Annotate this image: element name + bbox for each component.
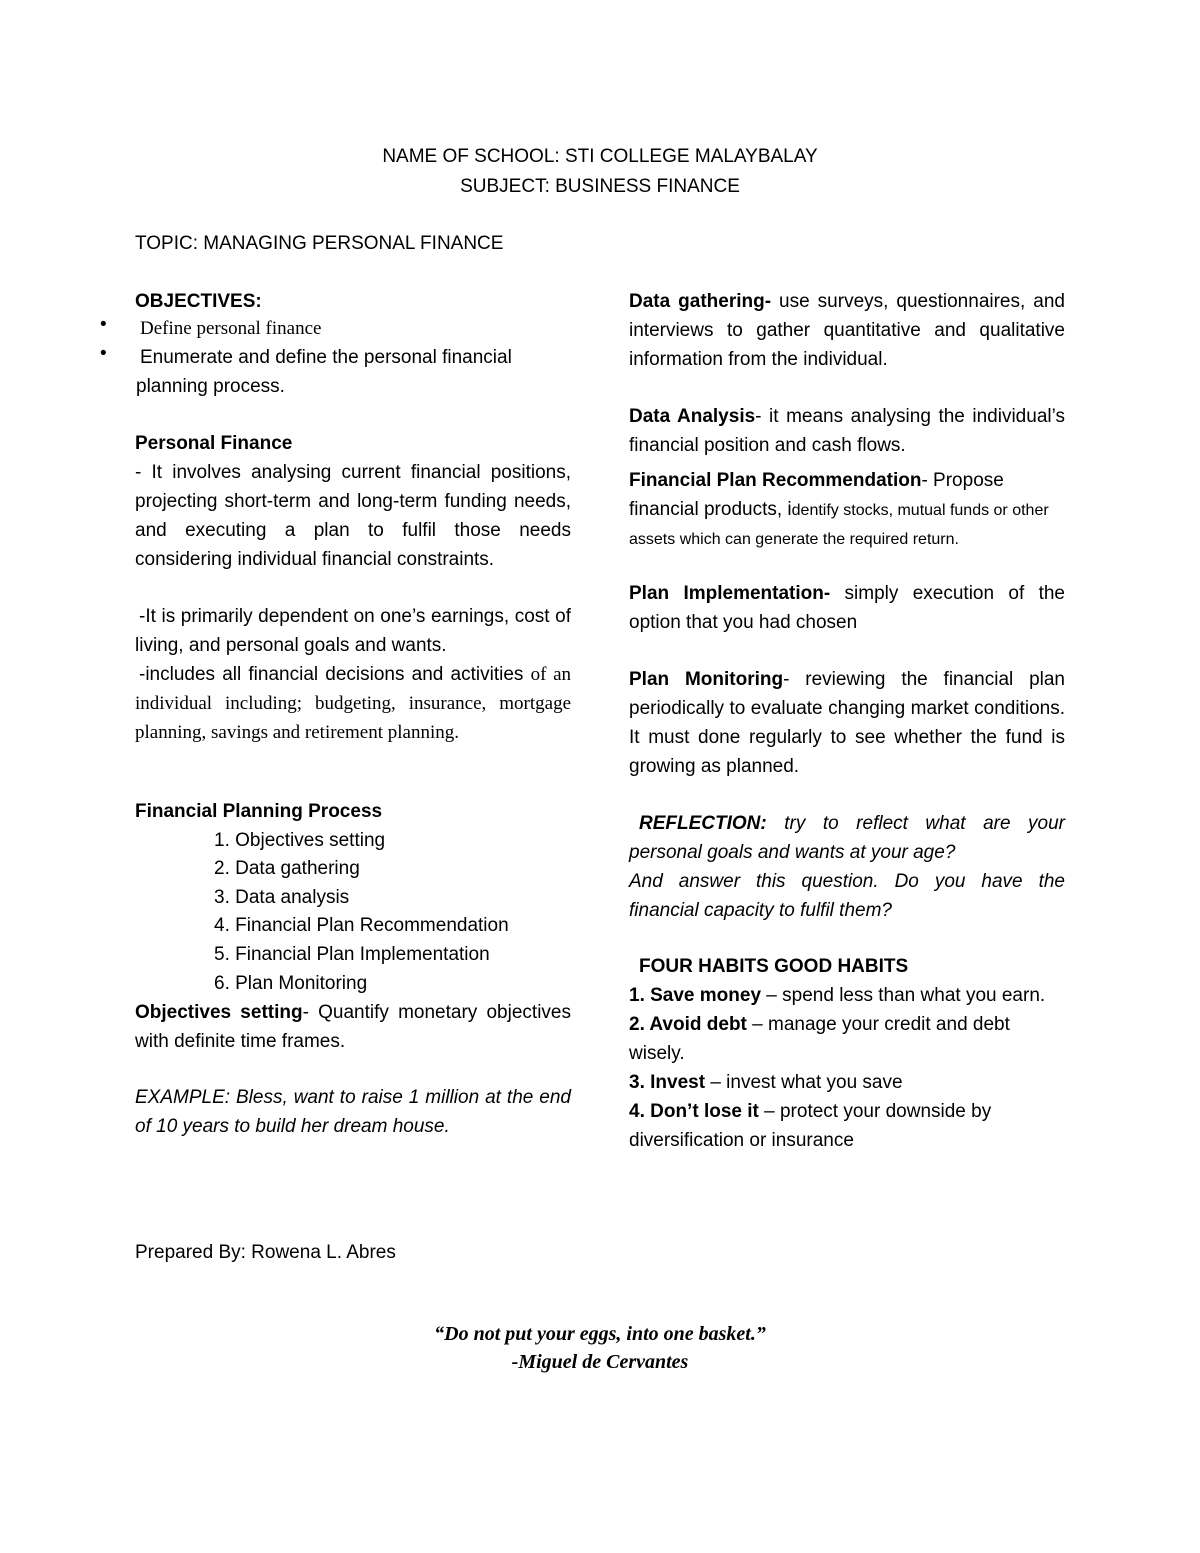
school-name: NAME OF SCHOOL: STI COLLEGE MALAYBALAY xyxy=(382,146,818,167)
example-text: EXAMPLE: Bless, want to raise 1 million at the end of 10 years to build her dream house. xyxy=(135,1087,571,1137)
plan-implementation-definition xyxy=(629,579,1065,637)
reflection-text-1: try to reflect what are your personal goals and wants at your age? xyxy=(629,813,1065,863)
fpp-step: 1. Objectives setting xyxy=(214,830,386,851)
habit-term: 4. Don’t lose it xyxy=(629,1101,759,1122)
data-gathering-term: Data gathering- xyxy=(629,291,772,312)
bullet-icon: • xyxy=(100,314,107,335)
fpr-text-b: dentify stocks, mutual funds or other assets which can generate the required return. xyxy=(629,502,1049,548)
plan-monitoring-term: Plan Monitoring xyxy=(629,669,784,690)
personal-finance-heading: Personal Finance xyxy=(135,433,293,454)
quote-author: -Miguel de Cervantes xyxy=(511,1351,689,1373)
pf-paragraph-2: -It is primarily dependent on one’s earnings, cost of living, and personal goals and wants. xyxy=(135,606,571,656)
quote-text: “Do not put your eggs, into one basket.” xyxy=(434,1323,766,1345)
data-analysis-definition xyxy=(629,402,1065,460)
data-analysis-text: - it means analysing the individual’s financial position and cash flows. xyxy=(629,406,1065,456)
objectives-setting-term: Objectives setting xyxy=(135,1002,303,1023)
habits-list xyxy=(629,981,1065,1155)
fpp-step: 5. Financial Plan Implementation xyxy=(214,944,490,965)
habit-text: – manage your credit and debt wisely. xyxy=(629,1014,1010,1064)
fpp-step: 4. Financial Plan Recommendation xyxy=(214,915,509,936)
habit-text: – protect your downside by diversification or insurance xyxy=(629,1101,992,1151)
fpr-text-a: - Propose financial products, i xyxy=(629,470,1004,520)
data-analysis-term: Data Analysis xyxy=(629,406,756,427)
bullet-icon: • xyxy=(100,343,107,364)
prepared-by: Prepared By: Rowena L. Abres xyxy=(135,1242,396,1263)
data-gathering-definition xyxy=(629,287,1065,374)
fpp-heading: Financial Planning Process xyxy=(135,801,383,822)
reflection-block xyxy=(629,809,1065,925)
habit-text: – invest what you save xyxy=(705,1072,903,1093)
pf-paragraph-3 xyxy=(135,660,571,747)
habit-term: 3. Invest xyxy=(629,1072,706,1093)
objectives-setting-text: - Quantify monetary objectives with definite time frames. xyxy=(135,1002,571,1052)
objectives-setting-definition xyxy=(135,998,571,1056)
pf-paragraph-1: - It involves analysing current financial positions, projecting short-term and long-term funding needs, and executing a plan to fulfil those needs considering individual financial constraints. xyxy=(135,462,571,570)
objectives-heading: OBJECTIVES: xyxy=(135,291,262,312)
objective-item: Enumerate and define the personal financial planning process. xyxy=(136,347,512,397)
habit-item xyxy=(629,1068,1065,1097)
pf-paragraph-3-lead: -includes all financial decisions and activities xyxy=(139,664,524,685)
topic-title: TOPIC: MANAGING PERSONAL FINANCE xyxy=(135,233,504,254)
plan-monitoring-text: - reviewing the financial plan periodically to evaluate changing market conditions. It must done regularly to see whether the fund is growing as planned. xyxy=(629,669,1066,777)
fpr-definition xyxy=(629,466,1065,553)
fpr-term: Financial Plan Recommendation xyxy=(629,470,922,491)
habit-item xyxy=(629,981,1065,1010)
plan-implementation-term: Plan Implementation- xyxy=(629,583,831,604)
habit-item xyxy=(629,1097,1065,1155)
habit-text: – spend less than what you earn. xyxy=(761,985,1046,1006)
pf-paragraph-3-rest: of an individual including; budgeting, insurance, mortgage planning, savings and retirement planning. xyxy=(135,664,572,743)
reflection-label: REFLECTION: xyxy=(639,813,767,834)
habit-item xyxy=(629,1010,1065,1068)
habit-term: 1. Save money xyxy=(629,985,762,1006)
plan-monitoring-definition xyxy=(629,665,1065,781)
fpp-step: 2. Data gathering xyxy=(214,858,360,879)
fpp-step: 3. Data analysis xyxy=(214,887,350,908)
objective-item: Define personal finance xyxy=(140,318,322,339)
reflection-text-2: And answer this question. Do you have the financial capacity to fulfil them? xyxy=(629,871,1065,921)
data-gathering-text: use surveys, questionnaires, and interviews to gather quantitative and qualitative information from the individual. xyxy=(629,291,1065,370)
habits-heading: FOUR HABITS GOOD HABITS xyxy=(639,956,909,977)
plan-implementation-text: simply execution of the option that you had chosen xyxy=(629,583,1065,633)
habit-term: 2. Avoid debt xyxy=(629,1014,747,1035)
fpp-step: 6. Plan Monitoring xyxy=(214,973,368,994)
subject-title: SUBJECT: BUSINESS FINANCE xyxy=(460,176,740,197)
